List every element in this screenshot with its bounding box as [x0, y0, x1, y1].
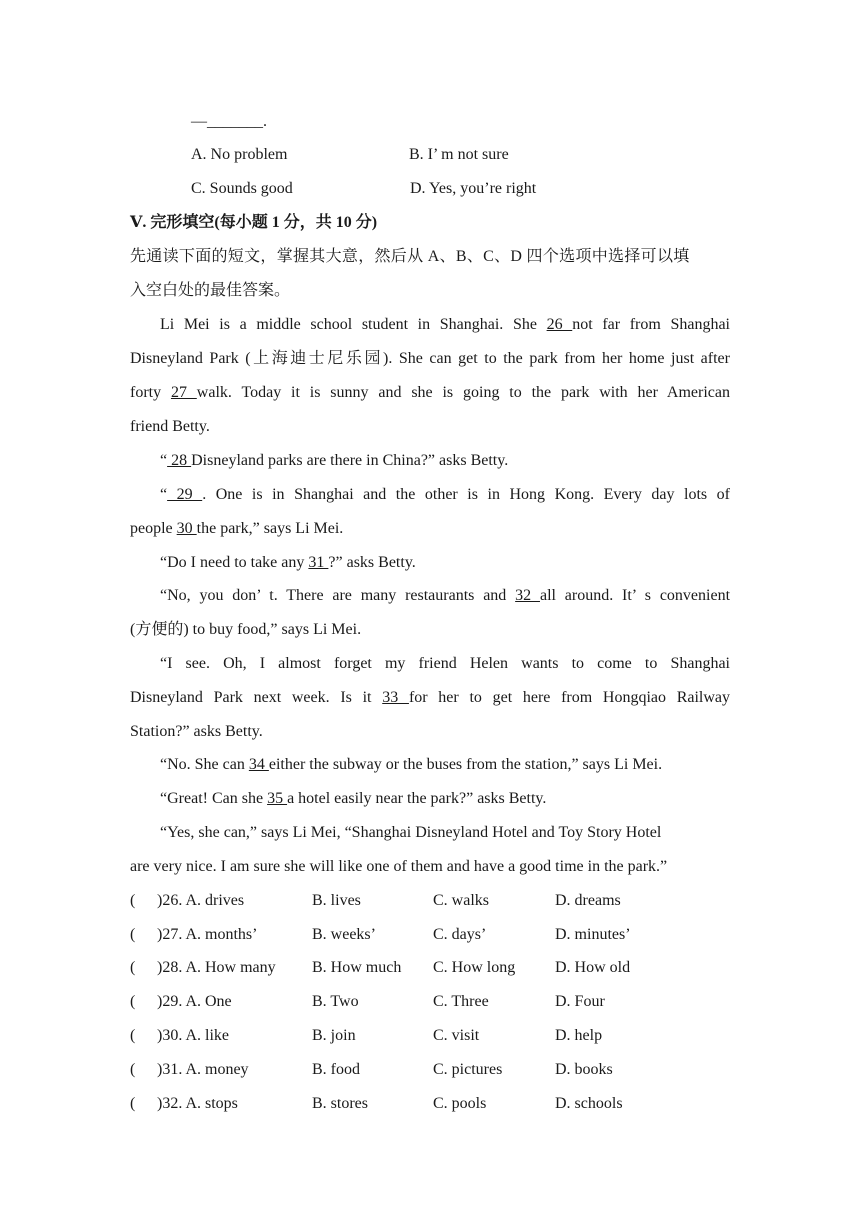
passage-line: Disneyland Park next week. Is it 33 for her to get here from Hongqiao Railway [130, 689, 731, 706]
choice-d: D. books [555, 1061, 613, 1078]
choice-b: B. lives [312, 892, 361, 909]
answer-paren[interactable]: ( [130, 892, 136, 909]
question-number: )29. A. One [157, 993, 232, 1010]
passage-line: “I see. Oh, I almost forget my friend Helen wants to come to Shanghai [160, 655, 730, 672]
choice-d: D. minutes’ [555, 926, 631, 943]
choice-b: B. How much [312, 959, 402, 976]
choice-b: B. stores [312, 1095, 368, 1112]
choice-d: D. help [555, 1027, 603, 1044]
question-number: )27. A. months’ [157, 926, 258, 943]
passage-line: “No, you don’ t. There are many restaurants and 32 all around. It’ s convenient [160, 587, 731, 604]
question-number: )28. A. How many [157, 959, 276, 976]
question-number: )32. A. stops [157, 1095, 238, 1112]
choice-d: D. schools [555, 1095, 623, 1112]
choice-c: C. days’ [433, 926, 487, 943]
answer-paren[interactable]: ( [130, 1027, 136, 1044]
answer-paren[interactable]: ( [130, 993, 136, 1010]
choice-d: D. dreams [555, 892, 621, 909]
blank-30: 30 [176, 520, 197, 537]
blank-35: 35 [267, 790, 288, 807]
passage-line: Disneyland Park (上海迪士尼乐园). She can get to the park from her home just after [130, 350, 730, 367]
choice-c: C. How long [433, 959, 516, 976]
instruction-line-1: 先通读下面的短文，掌握其大意，然后从 A、B、C、D 四个选项中选择可以填 [130, 248, 690, 265]
passage-line: Station?” asks Betty. [130, 723, 263, 740]
choice-b: B. weeks’ [312, 926, 376, 943]
passage-line: “Yes, she can,” says Li Mei, “Shanghai Disneyland Hotel and Toy Story Hotel [160, 824, 662, 841]
choice-b: B. food [312, 1061, 360, 1078]
option-b: B. I’ m not sure [409, 146, 509, 163]
passage-line: (方便的) to buy food,” says Li Mei. [130, 621, 362, 638]
blank-27: 27 [170, 384, 197, 401]
instruction-line-2: 入空白处的最佳答案。 [130, 282, 291, 299]
question-number: )26. A. drives [157, 892, 245, 909]
passage-line: forty 27 walk. Today it is sunny and she is going to the park with her American [130, 384, 730, 401]
answer-paren[interactable]: ( [130, 1061, 136, 1078]
option-c: C. Sounds good [191, 180, 293, 197]
passage-line: people 30 the park,” says Li Mei. [130, 520, 344, 537]
passage-line: “No. She can 34 either the subway or the buses from the station,” says Li Mei. [160, 756, 663, 773]
choice-c: C. Three [433, 993, 489, 1010]
choice-c: C. pictures [433, 1061, 503, 1078]
choice-d: D. How old [555, 959, 631, 976]
passage-line: “Great! Can she 35 a hotel easily near the park?” asks Betty. [160, 790, 547, 807]
question-number: )30. A. like [157, 1027, 229, 1044]
passage-line: “Do I need to take any 31 ?” asks Betty. [160, 554, 416, 571]
passage-line: Li Mei is a middle school student in Shanghai. She 26 not far from Shanghai [160, 316, 731, 333]
choice-c: C. visit [433, 1027, 480, 1044]
blank-26: 26 [546, 316, 573, 333]
option-d: D. Yes, you’re right [410, 180, 537, 197]
passage-line: “ 28 Disneyland parks are there in China?” asks Betty. [160, 452, 509, 469]
choice-b: B. join [312, 1027, 356, 1044]
answer-paren[interactable]: ( [130, 1095, 136, 1112]
blank-34: 34 [248, 756, 269, 773]
choice-c: C. walks [433, 892, 489, 909]
passage-line: friend Betty. [130, 418, 210, 435]
blank-31: 31 [308, 554, 329, 571]
blank-28: 28 [167, 452, 192, 469]
answer-paren[interactable]: ( [130, 959, 136, 976]
choice-b: B. Two [312, 993, 359, 1010]
passage-line: are very nice. I am sure she will like one of them and have a good time in the park.” [130, 858, 668, 875]
answer-paren[interactable]: ( [130, 926, 136, 943]
choice-d: D. Four [555, 993, 605, 1010]
answer-line: —_______. [191, 113, 267, 130]
passage-line: “ 29 . One is in Shanghai and the other is in Hong Kong. Every day lots of [160, 486, 731, 503]
option-a: A. No problem [191, 146, 288, 163]
choice-c: C. pools [433, 1095, 487, 1112]
section-title: Ⅴ. 完形填空(每小题 1 分，共 10 分) [130, 214, 378, 231]
blank-33: 33 [382, 689, 409, 706]
question-number: )31. A. money [157, 1061, 249, 1078]
blank-29: 29 [167, 486, 203, 503]
blank-32: 32 [515, 587, 540, 604]
